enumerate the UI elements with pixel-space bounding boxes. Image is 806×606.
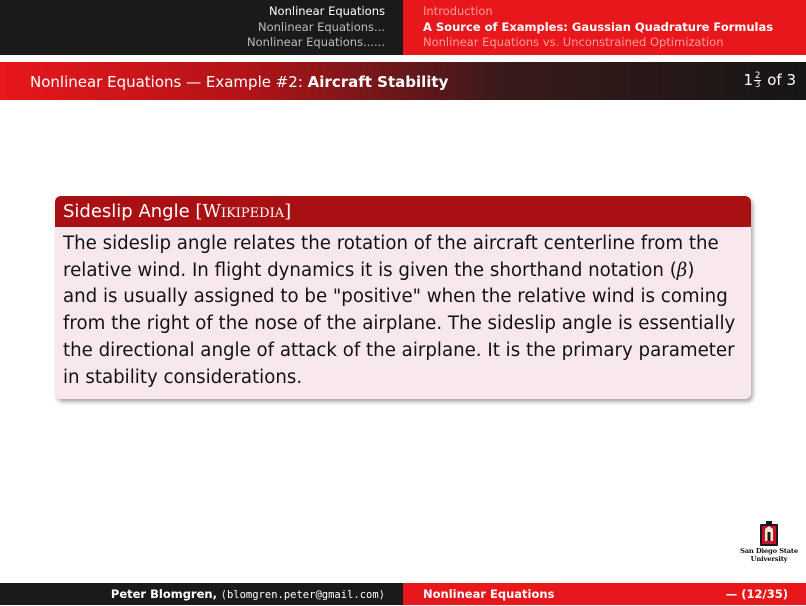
frame-title-bar: [0, 62, 806, 100]
page-number: — (12/35): [725, 587, 788, 601]
counter-whole: 1: [743, 71, 754, 89]
block-line-1: The sideslip angle relates the rotation of the aircraft centerline from the: [63, 233, 719, 254]
block-line-2-text: relative wind. In flight dynamics it is given the shorthand notation (: [63, 259, 677, 281]
section-link-nonlinear-equations[interactable]: Nonlinear Equations: [268, 4, 385, 18]
talk-title: Nonlinear Equations: [423, 587, 555, 601]
frame-title-prefix: Nonlinear Equations — Example #2:: [30, 73, 308, 91]
definition-block: [55, 196, 751, 399]
section-link-nonlinear-equations-3[interactable]: Nonlinear Equations......: [247, 35, 385, 49]
subsection-link-introduction[interactable]: Introduction: [423, 4, 493, 18]
subsection-link-gaussian-quadrature[interactable]: A Source of Examples: Gaussian Quadrature Formulas: [423, 19, 774, 34]
logo-emblem-icon: [758, 520, 780, 548]
counter-suffix: of 3: [762, 71, 796, 89]
block-line-2: [63, 258, 743, 285]
block-line-4: from the right of the nose of the airplane. The sideslip angle is essentially: [63, 313, 736, 335]
subsection-list: [423, 4, 773, 51]
block-title: [55, 196, 751, 227]
block-title-text: Sideslip Angle: [63, 201, 196, 222]
author-name: Peter Blomgren,: [110, 587, 217, 601]
counter-fraction: [754, 72, 761, 90]
footer-author: [0, 583, 403, 605]
footer: [0, 583, 806, 605]
block-source: Wikipedia: [202, 201, 285, 222]
section-list: [247, 4, 385, 51]
section-nav: [0, 0, 403, 55]
block-body: [55, 227, 751, 399]
block-line-5: the directional angle of attack of the airplane. It is the primary parameter: [63, 339, 735, 361]
logo-text: [736, 548, 802, 563]
subsection-nav: [403, 0, 806, 55]
block-line-6: in stability considerations.: [63, 366, 303, 388]
counter-denominator: 3: [755, 80, 761, 90]
block-line-2-close: ): [687, 259, 695, 281]
logo-line-2: University: [750, 554, 788, 563]
section-link-nonlinear-equations-2[interactable]: Nonlinear Equations...: [258, 19, 385, 34]
block-source-open: [: [195, 201, 203, 222]
university-logo: [736, 518, 802, 566]
counter-numerator: 2: [755, 70, 761, 81]
logo-line-1: San Diego State: [740, 547, 798, 555]
frame-title: [30, 73, 448, 91]
frame-title-bold: Aircraft Stability: [307, 73, 449, 91]
author-email[interactable]: ⟨blomgren.peter@gmail.com⟩: [220, 589, 385, 601]
block-line-3: and is usually assigned to be "positive" when the relative wind is coming: [63, 286, 728, 308]
subsection-link-unconstrained-optimization[interactable]: Nonlinear Equations vs. Unconstrained Optimization: [423, 35, 724, 49]
block-source-close: ]: [284, 201, 292, 222]
frame-counter: [743, 71, 796, 90]
top-header: [0, 0, 806, 55]
beta-symbol: β: [676, 259, 688, 281]
footer-talk: [403, 583, 806, 605]
